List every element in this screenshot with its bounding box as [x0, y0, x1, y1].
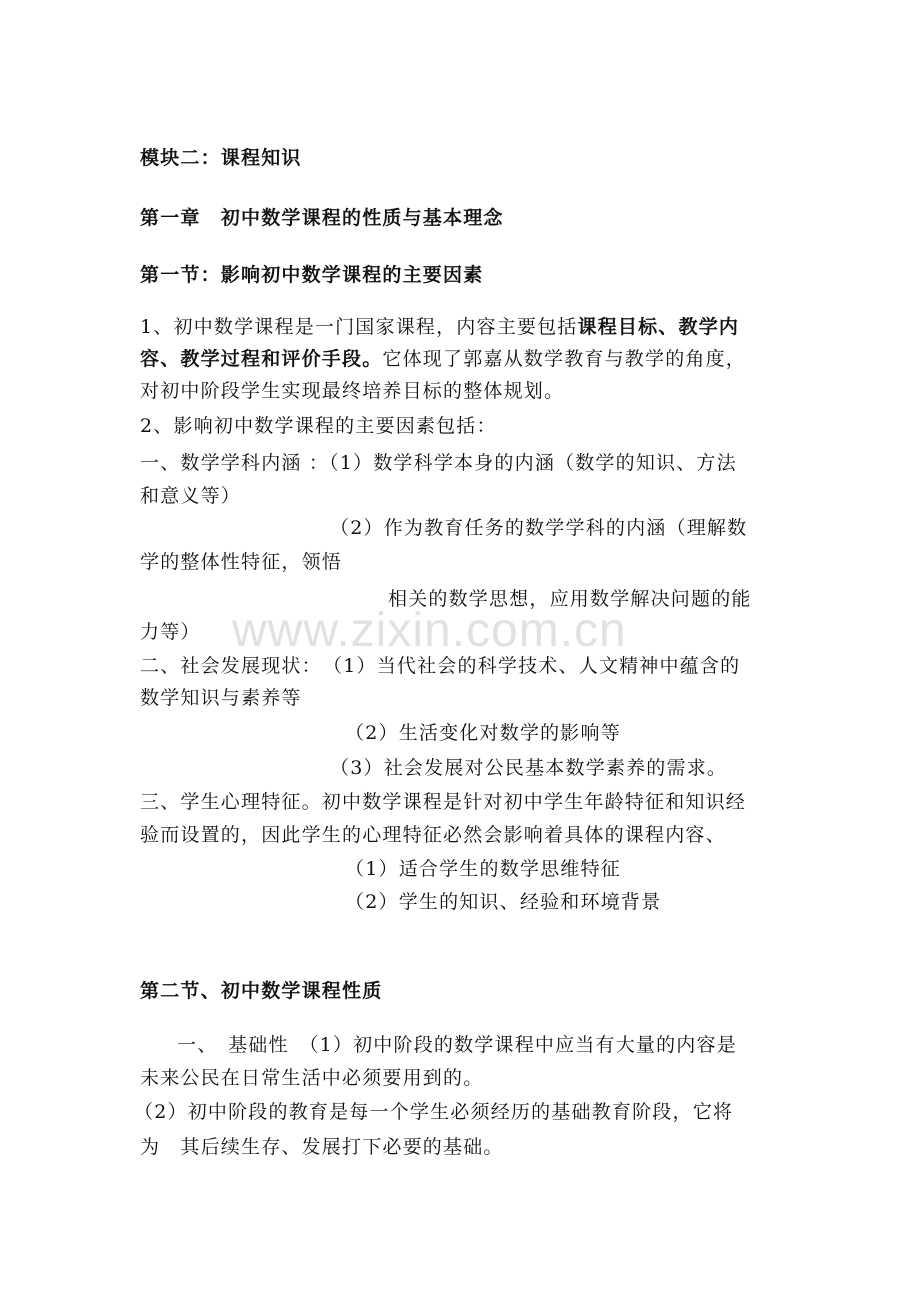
section-title: 第二节、初中数学课程性质 [140, 980, 383, 1002]
factor-line: （2）学生的知识、经验和环境背景 [345, 891, 662, 913]
section-title: 第一节：影响初中数学课程的主要因素 [140, 264, 484, 286]
basis-line: 未来公民在日常生活中必须要用到的。 [140, 1067, 484, 1089]
basis-line: （2）初中阶段的教育是每一个学生必须经历的基础教育阶段，它将 [134, 1101, 734, 1123]
watermark: www.zixin.com.cn [232, 604, 627, 657]
factor-line: （1）适合学生的数学思维特征 [345, 858, 621, 880]
factor-line: 验而设置的，因此学生的心理特征必然会影响着具体的课程内容、 [140, 824, 726, 846]
factor-line: 三、学生心理特征。初中数学课程是针对初中学生年龄特征和知识经 [140, 791, 747, 813]
paragraph-line: 对初中阶段学生实现最终培养目标的整体规划。 [140, 380, 565, 402]
factor-line: （2）作为教育任务的数学学科的内涵（理解数 [330, 517, 748, 539]
paragraph-line [140, 347, 746, 371]
paragraph-text: 它体现了郭嘉从数学教育与教学的角度， [382, 348, 747, 370]
paragraph-text: 1、初中数学课程是一门国家课程，内容主要包括 [140, 316, 578, 338]
factor-line: （3）社会发展对公民基本数学素养的需求。 [330, 757, 728, 779]
module-title: 模块二：课程知识 [140, 147, 302, 169]
factor-line: 相关的数学思想，应用数学解决问题的能 [388, 588, 752, 610]
factor-line: 一、数学学科内涵 ：（1）数学科学本身的内涵（数学的知识、方法 [140, 452, 737, 474]
factor-line: 力等） [140, 621, 201, 643]
factor-line: 数学知识与素养等 [140, 687, 302, 709]
paragraph-line [140, 315, 739, 339]
emphasized-text: 容、教学过程和评价手段。 [140, 348, 383, 370]
factor-line: （2）生活变化对数学的影响等 [345, 722, 621, 744]
basis-line: 一、 基础性 （1）初中阶段的数学课程中应当有大量的内容是 [177, 1034, 737, 1056]
paragraph-line: 2、影响初中数学课程的主要因素包括： [140, 415, 497, 437]
factor-line: 学的整体性特征，领悟 [140, 551, 343, 573]
basis-line: 为 其后续生存、发展打下必要的基础。 [140, 1136, 504, 1158]
emphasized-text: 课程目标、教学内 [577, 316, 740, 338]
chapter-title: 第一章 初中数学课程的性质与基本理念 [140, 207, 504, 229]
factor-line: 二、社会发展现状： （1）当代社会的科学技术、人文精神中蕴含的 [140, 655, 741, 677]
factor-line: 和意义等） [140, 485, 242, 507]
